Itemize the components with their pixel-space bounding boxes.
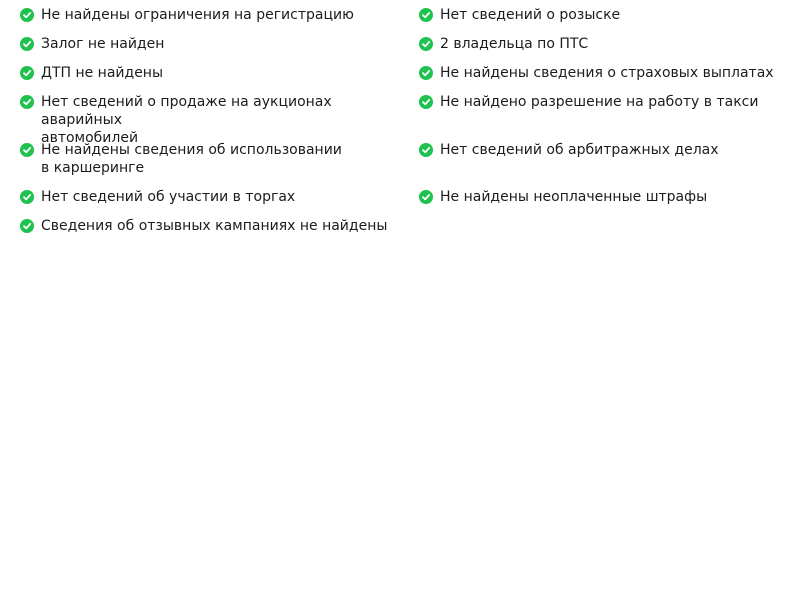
- check-item-label: Не найдены неоплаченные штрафы: [440, 189, 708, 205]
- check-item-label: Не найдено разрешение на работу в такси: [440, 94, 759, 110]
- check-item-label: Сведения об отзывных кампаниях не найдены: [41, 218, 388, 234]
- check-circle-icon: [20, 190, 34, 204]
- check-item-wanted: [419, 6, 789, 24]
- check-item-fines: [419, 188, 789, 206]
- check-item-recalls: [20, 217, 415, 235]
- check-circle-icon: [20, 8, 34, 22]
- check-item-label: Не найдены сведения об использовании в каршеринге: [41, 142, 342, 176]
- check-item-label: Нет сведений об арбитражных делах: [440, 142, 719, 158]
- check-item-arbitration: [419, 141, 789, 159]
- check-circle-icon: [419, 95, 433, 109]
- check-item-pledge: [20, 35, 415, 53]
- check-item-carsharing: [20, 141, 415, 177]
- check-item-insurance: [419, 64, 789, 82]
- check-circle-icon: [20, 37, 34, 51]
- check-item-label: Нет сведений о розыске: [440, 7, 621, 23]
- check-item-label: Залог не найден: [41, 36, 165, 52]
- check-circle-icon: [419, 143, 433, 157]
- check-item-auctions: [20, 93, 415, 147]
- check-item-label: 2 владельца по ПТС: [440, 36, 589, 52]
- check-circle-icon: [20, 66, 34, 80]
- check-item-tenders: [20, 188, 415, 206]
- check-item-accidents: [20, 64, 415, 82]
- check-item-label: ДТП не найдены: [41, 65, 164, 81]
- check-circle-icon: [20, 219, 34, 233]
- check-item-label: Нет сведений об участии в торгах: [41, 189, 296, 205]
- check-circle-icon: [20, 95, 34, 109]
- check-item-owners: [419, 35, 789, 53]
- check-item-registration: [20, 6, 415, 24]
- check-item-label: Не найдены сведения о страховых выплатах: [440, 65, 774, 81]
- check-circle-icon: [419, 8, 433, 22]
- check-circle-icon: [20, 143, 34, 157]
- check-circle-icon: [419, 37, 433, 51]
- check-circle-icon: [419, 66, 433, 80]
- check-item-label: Не найдены ограничения на регистрацию: [41, 7, 354, 23]
- check-item-label: Нет сведений о продаже на аукционах аварийных автомобилей: [41, 94, 332, 146]
- check-circle-icon: [419, 190, 433, 204]
- check-item-taxi: [419, 93, 789, 111]
